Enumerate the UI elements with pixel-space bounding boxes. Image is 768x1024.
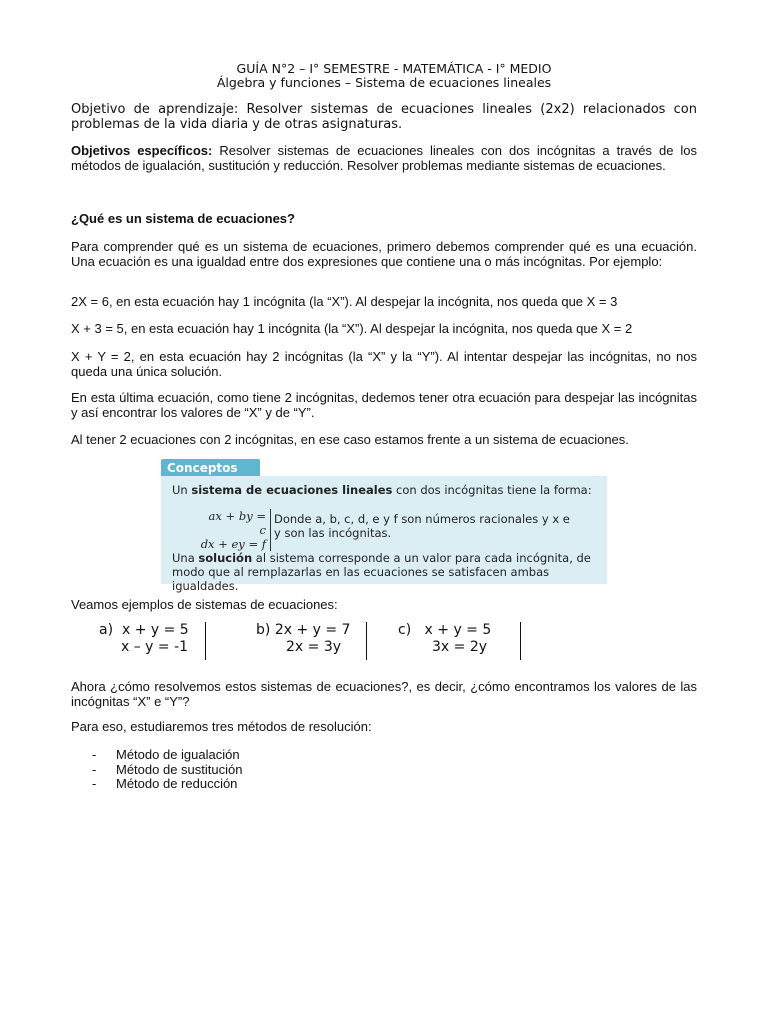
list-item: - Método de reducción	[71, 777, 697, 792]
example-eq: x – y = -1	[121, 639, 189, 655]
document-subtitle: Álgebra y funciones – Sistema de ecuaciones lineales	[216, 75, 552, 90]
concepts-definition: Un sistema de ecuaciones lineales con dos incógnitas tiene la forma:	[172, 483, 592, 497]
concepts-eq1: ax + by = c	[208, 509, 266, 537]
concepts-body	[161, 476, 607, 593]
example-label: a)	[99, 622, 114, 638]
paragraph-example-3: X + Y = 2, en esta ecuación hay 2 incógnitas (la “X” y la “Y”). Al intentar despejar las incógnitas, no nos queda una única solución.	[71, 349, 697, 379]
paragraph-system-intro: Al tener 2 ecuaciones con 2 incógnitas, en ese caso estamos frente a un sistema de ecuaciones.	[71, 432, 629, 447]
paragraph-example-1: 2X = 6, en esta ecuación hay 1 incógnita (la “X”). Al despejar la incógnita, nos queda que X = 3	[71, 294, 618, 309]
paragraph-two-unknowns: En esta última ecuación, como tiene 2 incógnitas, dedemos tener otra ecuación para despejar las incógnitas y así encontrar los valores de “X” y de “Y”.	[71, 390, 697, 420]
example-eq: 3x = 2y	[432, 639, 488, 655]
examples-intro: Veamos ejemplos de sistemas de ecuaciones:	[71, 597, 338, 612]
example-system-a	[99, 622, 206, 660]
concepts-tab: Conceptos	[161, 459, 260, 477]
document-title: GUÍA N°2 – I° SEMESTRE - MATEMÁTICA - I° MEDIO	[236, 61, 552, 76]
example-system-c	[398, 622, 521, 660]
paragraph-example-2: X + 3 = 5, en esta ecuación hay 1 incógnita (la “X”). Al despejar la incógnita, nos queda que X = 2	[71, 321, 633, 336]
example-eq: x + y = 5	[121, 622, 189, 638]
methods-intro: Para eso, estudiaremos tres métodos de resolución:	[71, 719, 372, 734]
example-eq: x + y = 5	[424, 622, 492, 638]
concepts-solution: Una solución al sistema corresponde a un valor para cada incógnita, de modo que al remplazarlas en las ecuaciones se satisfacen ambas igualdades.	[172, 551, 591, 593]
paragraph-how-to-solve: Ahora ¿cómo resolvemos estos sistemas de ecuaciones?, es decir, ¿cómo encontramos los valores de las incógnitas “X” e “Y”?	[71, 679, 697, 709]
example-system-b	[256, 622, 367, 660]
list-item: - Método de igualación	[71, 748, 697, 763]
specific-objectives-text: Resolver sistemas de ecuaciones lineales con dos incógnitas a través de los métodos de igualación, sustitución y reducción. Resolver problemas mediante sistemas de ecuaciones.	[71, 143, 698, 173]
example-label: b)	[256, 622, 271, 638]
concepts-general-system	[200, 509, 271, 551]
section-heading: ¿Qué es un sistema de ecuaciones?	[71, 211, 295, 226]
example-label: c)	[398, 622, 412, 638]
paragraph-equation-definition: Para comprender qué es un sistema de ecuaciones, primero debemos comprender qué es una ecuación. Una ecuación es una igualdad entre dos expresiones que contiene una o más incógnitas. Por ejemplo:	[71, 239, 697, 269]
example-eq: 2x = 3y	[286, 639, 342, 655]
list-item: - Método de sustitución	[71, 763, 697, 778]
specific-objectives	[71, 144, 697, 173]
specific-objectives-label: Objetivos específicos:	[71, 143, 213, 158]
concepts-box	[161, 459, 607, 593]
learning-objective: Objetivo de aprendizaje: Resolver sistemas de ecuaciones lineales (2x2) relacionados con problemas de la vida diaria y de otras asignaturas.	[71, 102, 697, 132]
methods-list	[71, 748, 697, 792]
concepts-eq2: dx + ey = f	[200, 537, 266, 551]
concepts-donde: Donde a, b, c, d, e y f son números racionales y x e y son las incógnitas.	[274, 512, 570, 540]
example-eq: 2x + y = 7	[274, 622, 351, 638]
